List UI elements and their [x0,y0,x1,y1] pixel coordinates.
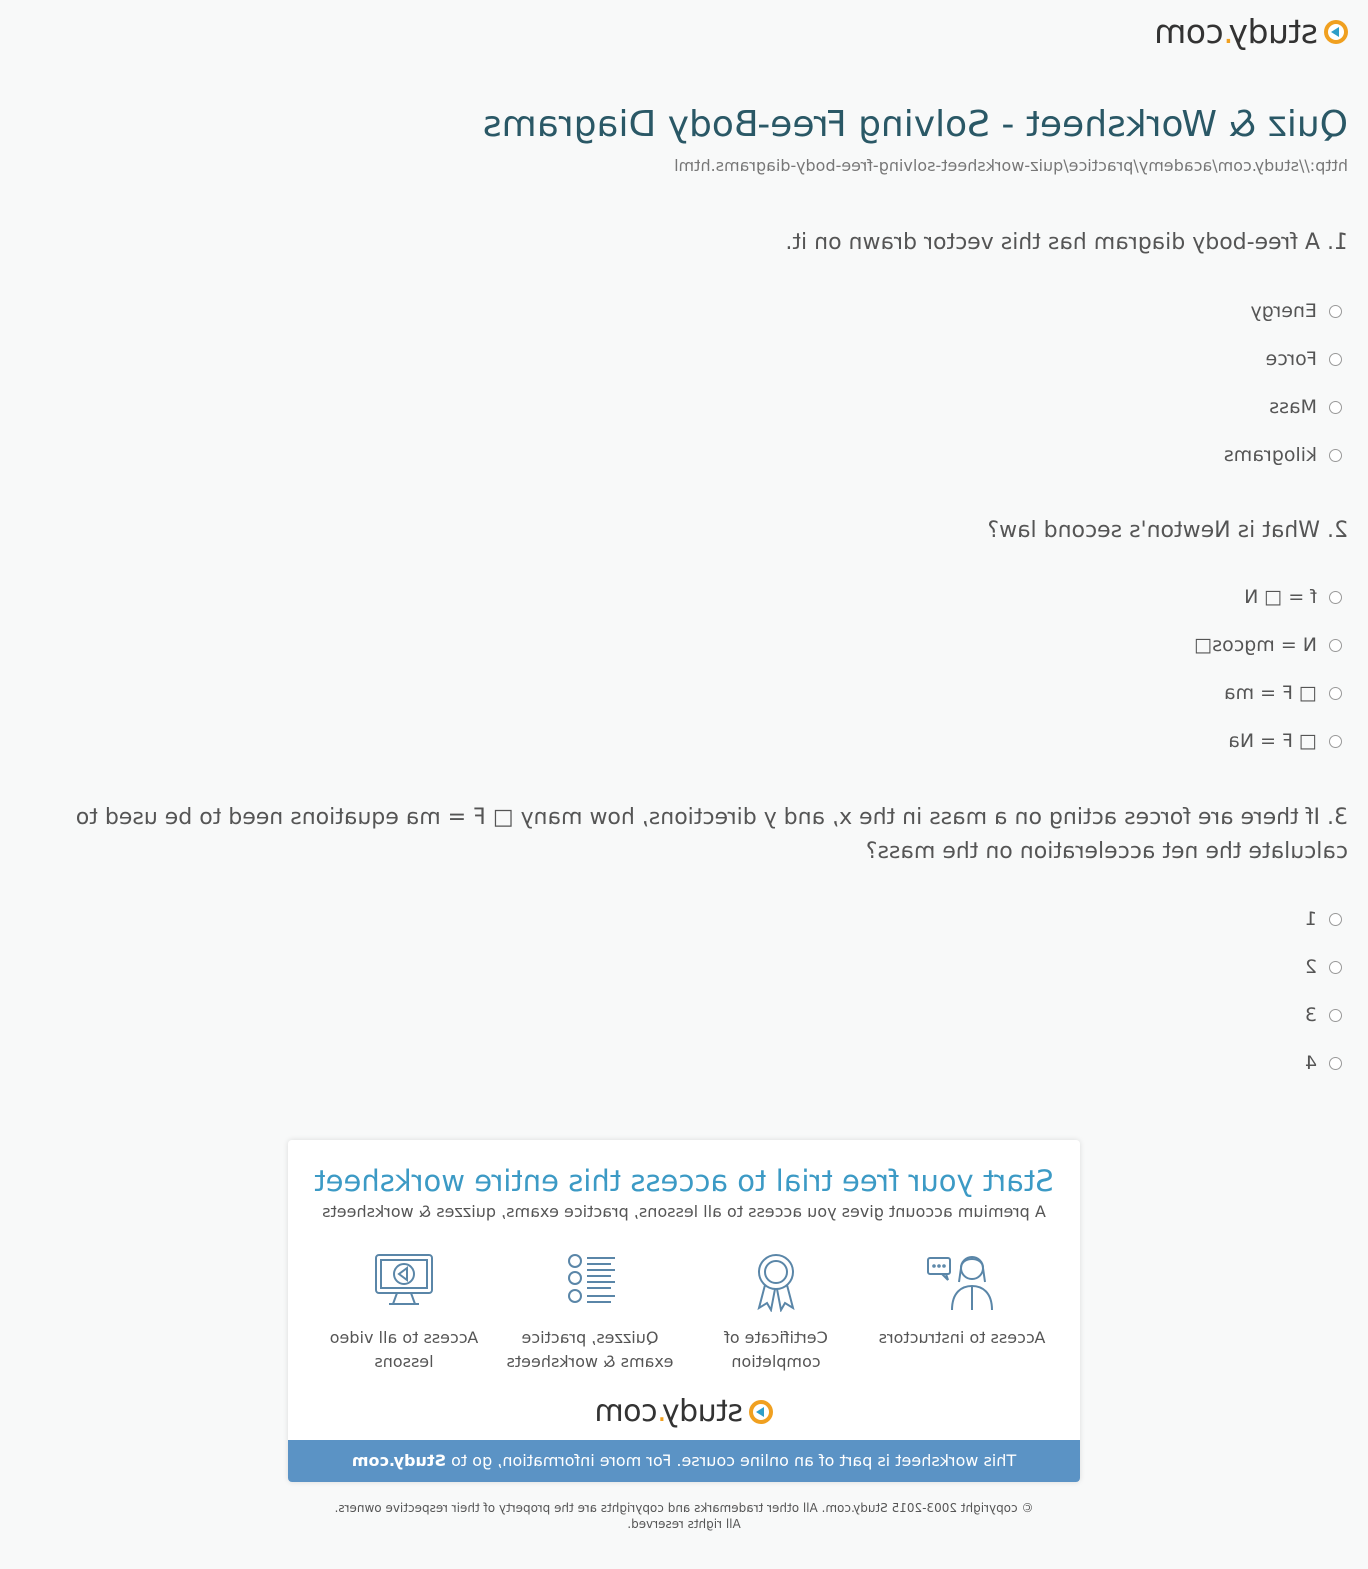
radio-button[interactable] [1329,591,1342,604]
studycom-link[interactable]: Study.com [351,1451,447,1470]
radio-button[interactable] [1329,735,1342,748]
radio-button[interactable] [1329,353,1342,366]
promo-studycom-logo[interactable] [288,1394,1080,1429]
source-url: http://study.com/academy/practice/quiz-worksheet-solving-free-body-diagrams.html [674,156,1348,175]
radio-button[interactable] [1329,1057,1342,1070]
radio-button[interactable] [1329,449,1342,462]
logo-wordmark: study.com [1154,12,1318,51]
play-circle-icon [749,1400,773,1424]
instructor-chat-icon [924,1252,1000,1312]
question-1-option-3[interactable]: Mass [1269,396,1342,418]
radio-button[interactable] [1329,961,1342,974]
page-title: Quiz & Worksheet - Solving Free-Body Diagrams [482,104,1348,145]
radio-button[interactable] [1329,401,1342,414]
free-trial-promo [288,1140,1080,1482]
radio-button[interactable] [1329,1009,1342,1022]
logo-wordmark: study.com [594,1394,744,1429]
question-1-option-4[interactable]: kilograms [1224,444,1342,466]
feature-list [288,1252,1080,1377]
promo-subtitle: A premium account gives you access to all lessons, practice exams, quizzes & worksheets [322,1202,1046,1221]
play-circle-icon [1324,20,1348,44]
question-2-option-2[interactable]: N = mgcos□ [1194,634,1342,656]
question-3-text: 3. If there are forces acting on a mass in the x, and y directions, how many □ F = ma equations need to be used to calculate the net acceleration on the mass? [75,805,1348,864]
certificate-ribbon-icon [743,1252,809,1312]
question-3-option-2[interactable]: 2 [1305,956,1342,978]
radio-button[interactable] [1329,639,1342,652]
course-info-bar: This worksheet is part of an online course. For more information, go to Study.com [288,1440,1080,1482]
checklist-icon [557,1252,623,1312]
question-2-option-4[interactable]: □ F = Na [1228,730,1342,752]
question-2-option-1[interactable]: f = □ N [1244,586,1342,608]
question-1-option-1[interactable]: Energy [1250,300,1342,322]
question-1-text: 1. A free-body diagram has this vector drawn on it. [785,230,1348,255]
promo-title: Start your free trial to access this entire worksheet [314,1164,1054,1198]
question-2-text: 2. What is Newton's second law? [987,518,1348,543]
question-3-option-1[interactable]: 1 [1305,908,1342,930]
feature-quizzes: Quizzes, practice exams & worksheets [500,1252,680,1374]
question-2-option-3[interactable]: □ F = ma [1224,682,1342,704]
question-3-option-4[interactable]: 4 [1305,1052,1342,1074]
radio-button[interactable] [1329,305,1342,318]
radio-button[interactable] [1329,913,1342,926]
feature-instructors: Access to instructors [872,1252,1052,1350]
monitor-video-icon [371,1252,437,1312]
radio-button[interactable] [1329,687,1342,700]
copyright-notice: © copyright 2003-2015 Study.com. All other trademarks and copyrights are the property of their respective owners. All rights reserved. [334,1501,1034,1531]
feature-certificate: Certificate of completion [686,1252,866,1374]
question-3-option-3[interactable]: 3 [1305,1004,1342,1026]
feature-video-lessons: Access to all video lessons [314,1252,494,1374]
studycom-logo[interactable] [1155,12,1348,51]
question-1-option-2[interactable]: Force [1266,348,1342,370]
